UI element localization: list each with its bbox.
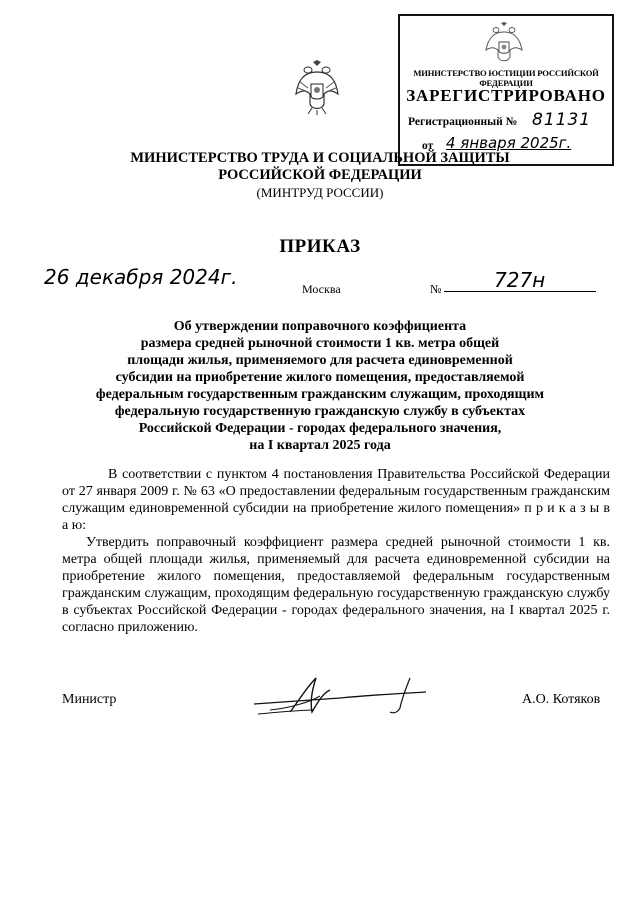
- heading-line: Российской Федерации - городах федерального значения,: [138, 421, 502, 436]
- body-paragraph-preamble: В соответствии с пунктом 4 постановления Правительства Российской Федерации от 27 января 2009 г. № 63 «О предоставлении федеральным государственным гражданским служащим единовременной субсидии на приобретение жилого помещения» п р и к а з ы в а ю:: [62, 467, 610, 533]
- ministry-header: [120, 150, 520, 201]
- coat-of-arms-emblem: [294, 60, 340, 116]
- heading-line: размера средней рыночной стоимости 1 кв. метра общей: [140, 336, 500, 351]
- order-date: 26 декабря 2024г.: [44, 265, 238, 289]
- heading-line: федеральным государственным гражданским служащим, проходящим: [95, 387, 545, 402]
- heading-line: федеральную государственную гражданскую службу в субъектах: [114, 404, 526, 419]
- heading-line: Об утверждении поправочного коэффициента: [173, 319, 467, 334]
- heading-line: на I квартал 2025 года: [249, 438, 391, 453]
- signatory-title: Министр: [62, 692, 117, 707]
- stamp-registration-date: 4 января 2025г.: [446, 134, 572, 152]
- order-number: 727н: [494, 268, 546, 292]
- order-title: ПРИКАЗ: [279, 236, 361, 257]
- body-paragraph-decision: Утвердить поправочный коэффициент размера средней рыночной стоимости 1 кв. метра общей площади жилья, применяемый для расчета единовременной субсидии на приобретение жилого помещения, предоставляемой федеральным государственным гражданским служащим, проходящим федеральную государственную гражданскую службу в субъектах Российской Федерации - городах федерального значения, на I квартал 2025 г. согласно приложению.: [62, 535, 610, 635]
- registration-stamp: [398, 14, 614, 166]
- heading-line: субсидии на приобретение жилого помещения, предоставляемой: [115, 370, 525, 385]
- order-heading: [80, 318, 560, 454]
- signatory-name: А.О. Котяков: [522, 692, 601, 707]
- stamp-registration-label: Регистрационный №: [408, 116, 518, 128]
- stamp-ministry-name: МИНИСТЕРСТВО ЮСТИЦИИ РОССИЙСКОЙ ФЕДЕРАЦИИ: [413, 68, 599, 88]
- ministry-short-name: (МИНТРУД РОССИИ): [256, 185, 384, 200]
- order-city: Москва: [302, 282, 341, 296]
- order-number-sign: №: [430, 282, 442, 296]
- stamp-registration-number: 81131: [532, 110, 592, 130]
- stamp-emblem-icon: [484, 22, 524, 66]
- heading-line: площади жилья, применяемого для расчета единовременной: [127, 353, 513, 368]
- ministry-name-line2: РОССИЙСКОЙ ФЕДЕРАЦИИ: [218, 167, 422, 183]
- ministry-name-line1: МИНИСТЕРСТВО ТРУДА И СОЦИАЛЬНОЙ ЗАЩИТЫ: [130, 150, 510, 166]
- stamp-registered-label: ЗАРЕГИСТРИРОВАНО: [406, 86, 606, 105]
- stamp-date-prefix: от: [422, 140, 434, 152]
- handwritten-signature: [250, 672, 430, 718]
